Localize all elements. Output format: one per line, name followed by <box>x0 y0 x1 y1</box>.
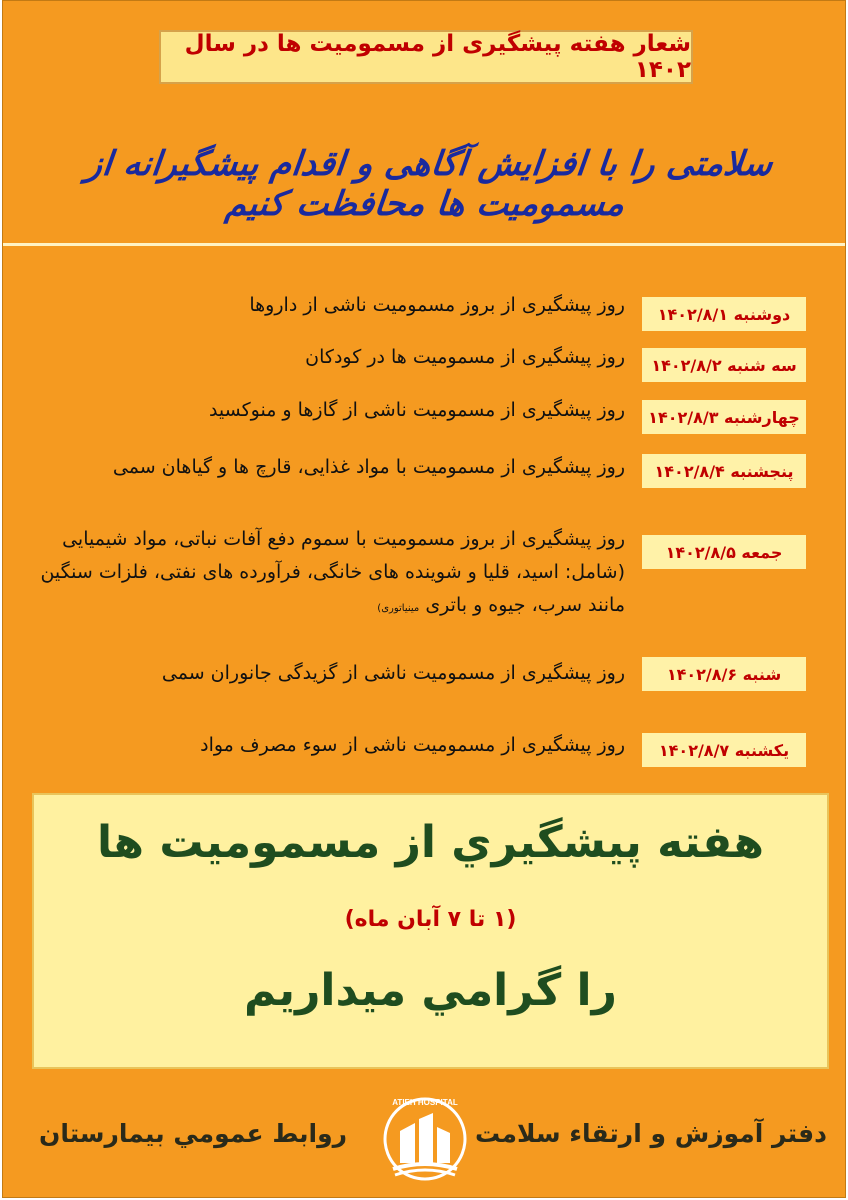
day-date: پنجشنبه ۱۴۰۲/۸/۴ <box>642 454 806 488</box>
poster <box>2 0 846 1198</box>
day-text: روز پیشگیری از مسمومیت با مواد غذایی، قارچ ها و گیاهان سمی <box>112 456 625 478</box>
slogan-title: شعار هفته پیشگیری از مسمومیت ها در سال ۱۴۰۲ <box>159 30 693 84</box>
day-text: روز پیشگیری از مسمومیت ناشی از گزیدگی جانوران سمی <box>161 662 625 684</box>
footer-public-relations: روابط عمومي بيمارستان <box>39 1119 347 1148</box>
footer-department: دفتر آموزش و ارتقاء سلامت <box>475 1119 827 1148</box>
day-text: روز پیشگیری از مسمومیت ناشی از سوء مصرف مواد <box>200 734 625 756</box>
hospital-logo <box>375 1091 475 1191</box>
day-date: شنبه ۱۴۰۲/۸/۶ <box>642 657 806 691</box>
day-date: سه شنبه ۱۴۰۲/۸/۲ <box>642 348 806 382</box>
day-text: روز پیشگیری از مسمومیت ناشی از گازها و منوکسید <box>208 399 625 421</box>
poison-week-banner <box>32 793 829 1069</box>
day-text: روز پیشگیری از بروز مسمومیت ناشی از داروها <box>249 294 625 316</box>
day-date: جمعه ۱۴۰۲/۸/۵ <box>642 535 806 569</box>
day-date: یکشنبه ۱۴۰۲/۸/۷ <box>642 733 806 767</box>
day-text <box>35 523 625 625</box>
day-text-note: مینیاتوری) <box>377 603 420 614</box>
day-text-main: روز پیشگیری از بروز مسمومیت با سموم دفع آفات نباتی، مواد شیمیایی (شامل: اسید، قلیا و شوینده های خانگی، فرآورده های نفتی، فلزات سنگین مانند سرب، جیوه و باتری <box>40 528 625 616</box>
logo-text: ATIEH HOSPITAL <box>392 1098 458 1107</box>
divider <box>3 243 845 246</box>
banner-title: هفته پيشگيري از مسموميت ها <box>97 817 764 868</box>
banner-honor: را گرامي ميداريم <box>244 965 617 1016</box>
banner-dates: (۱ تا ۷ آبان ماه) <box>344 907 517 932</box>
day-text: روز پیشگیری از مسمومیت ها در کودکان <box>305 346 625 368</box>
slogan-text: سلامتی را با افزایش آگاهی و اقدام پیشگیرانه از مسمومیت ها محافظت کنیم <box>83 144 775 224</box>
day-date: دوشنبه ۱۴۰۲/۸/۱ <box>642 297 806 331</box>
day-date: چهارشنبه ۱۴۰۲/۸/۳ <box>642 400 806 434</box>
